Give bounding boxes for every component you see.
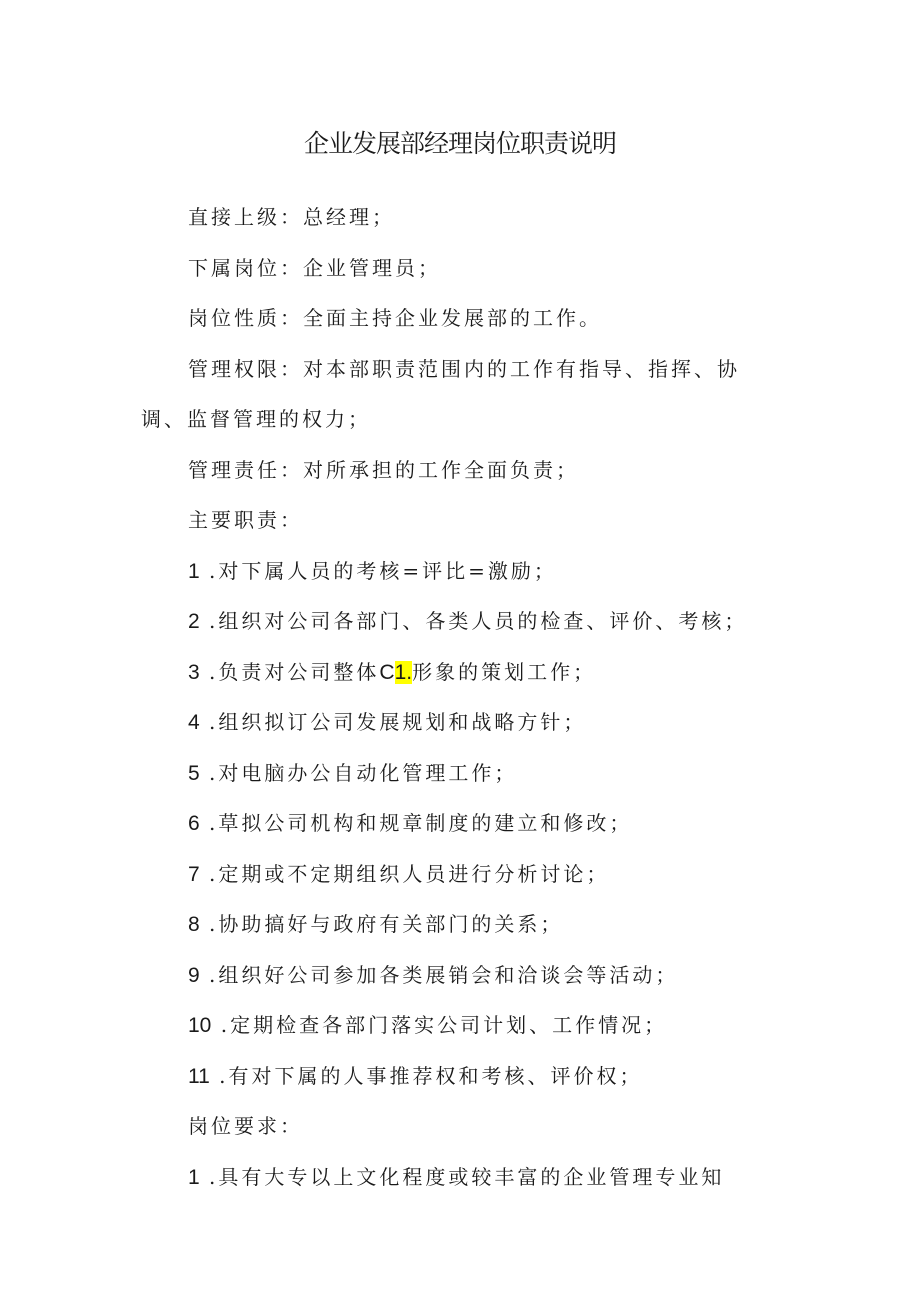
- duty-text: 草拟公司机构和规章制度的建立和修改；: [218, 811, 633, 835]
- duty-item: 4 .组织拟订公司发展规划和战略方针；: [188, 710, 587, 734]
- duty-number: 11: [188, 1065, 210, 1088]
- duty-text: 对下属人员的考核=评比=激励；: [218, 559, 557, 583]
- requirement-text: 具有大专以上文化程度或较丰富的企业管理专业知: [218, 1165, 725, 1189]
- requirements-heading: 岗位要求：: [188, 1114, 303, 1138]
- position-nature-line: 岗位性质：全面主持企业发展部的工作。: [188, 306, 602, 330]
- duty-number: 9: [188, 964, 200, 987]
- duty-item: 9 .组织好公司参加各类展销会和洽谈会等活动；: [188, 963, 679, 987]
- duty-item: 8 .协助搞好与政府有关部门的关系；: [188, 912, 564, 936]
- authority-line: 管理权限：对本部职责范围内的工作有指导、指挥、协: [188, 357, 740, 381]
- duty-text: 组织好公司参加各类展销会和洽谈会等活动；: [218, 963, 679, 987]
- duty-item: 11 .有对下属的人事推荐权和考核、评价权；: [188, 1064, 643, 1088]
- duty-number: 2: [188, 610, 200, 633]
- responsibility-line: 管理责任：对所承担的工作全面负责；: [188, 458, 579, 482]
- duty-number: 5: [188, 762, 200, 785]
- duty-text: 组织拟订公司发展规划和战略方针；: [218, 710, 587, 734]
- duty-text: 协助搞好与政府有关部门的关系；: [218, 912, 564, 936]
- requirement-number: 1: [188, 1166, 200, 1189]
- duty-text: 有对下属的人事推荐权和考核、评价权；: [228, 1064, 643, 1088]
- duty-number: 7: [188, 863, 200, 886]
- duty-number: 6: [188, 812, 200, 835]
- duty-text: 对电脑办公自动化管理工作；: [218, 761, 518, 785]
- authority-line-continued: 调、监督管理的权力；: [141, 407, 371, 431]
- supervisor-line: 直接上级：总经理；: [188, 205, 395, 229]
- subordinate-line: 下属岗位：企业管理员；: [188, 256, 441, 280]
- duty-text: 定期或不定期组织人员进行分析讨论；: [218, 862, 610, 886]
- duty-item: 2 .组织对公司各部门、各类人员的检查、评价、考核；: [188, 609, 748, 633]
- duty-item: 1 .对下属人员的考核=评比=激励；: [188, 559, 557, 583]
- duty-number: 3: [188, 661, 200, 684]
- main-duties-heading: 主要职责：: [188, 508, 303, 532]
- duty-text-after: 形象的策划工作；: [412, 660, 597, 684]
- duty-item: 7 .定期或不定期组织人员进行分析讨论；: [188, 862, 610, 886]
- duty-item: 10 .定期检查各部门落实公司计划、工作情况；: [188, 1013, 668, 1037]
- highlighted-text: 1.: [394, 661, 413, 684]
- duty-text: 负责对公司整体: [218, 660, 380, 684]
- requirement-item: 1 .具有大专以上文化程度或较丰富的企业管理专业知: [188, 1165, 725, 1189]
- duty-text: 定期检查各部门落实公司计划、工作情况；: [230, 1013, 668, 1037]
- duty-number: 10: [188, 1014, 212, 1037]
- duty-item: 5 .对电脑办公自动化管理工作；: [188, 761, 518, 785]
- duty-number: 4: [188, 711, 200, 734]
- duty-latin-text: C: [379, 661, 395, 684]
- duty-number: 8: [188, 913, 200, 936]
- duty-text: 组织对公司各部门、各类人员的检查、评价、考核；: [218, 609, 748, 633]
- page-title: 企业发展部经理岗位职责说明: [303, 129, 616, 158]
- duty-item: 3 .负责对公司整体C1.形象的策划工作；: [188, 660, 597, 684]
- duty-item: 6 .草拟公司机构和规章制度的建立和修改；: [188, 811, 633, 835]
- duty-number: 1: [188, 560, 200, 583]
